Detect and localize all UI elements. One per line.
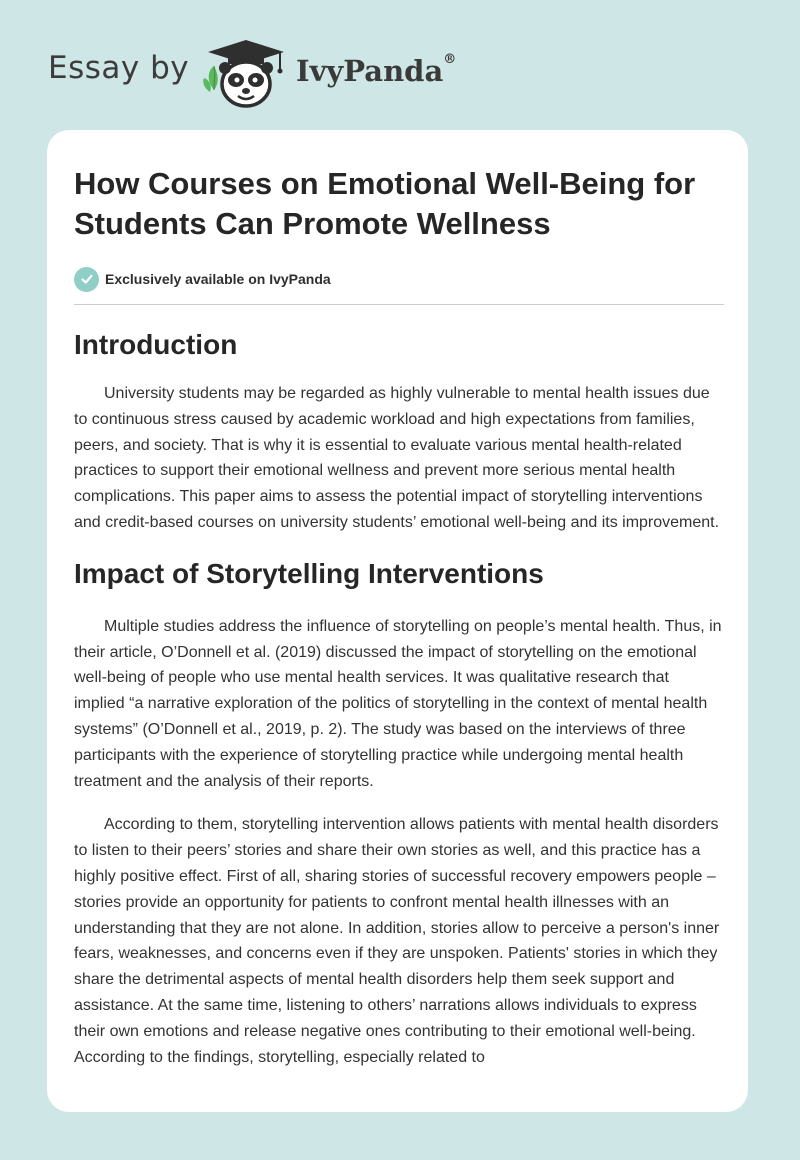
brand-name[interactable] [296,54,456,88]
essay-by-label: Essay by [48,50,190,86]
brand-text: IvyPanda [296,54,444,88]
essay-card [47,130,748,1112]
check-circle-icon [74,267,99,292]
section-heading-storytelling: Impact of Storytelling Interventions [74,557,544,589]
section-heading-introduction: Introduction [74,329,238,360]
exclusive-label: Exclusively available on IvyPanda [105,271,331,287]
essay-content [74,164,724,1070]
essay-title: How Courses on Emotional Well-Being for Students Can Promote Wellness [74,166,696,241]
paragraph: Multiple studies address the influence of storytelling on people’s mental health. Thus, in their article, O’Donnell et al. (2019) discussed the impact of storytelling on the emotional well-being of people who use mental health services. It was qualitative research that implied “a narrative exploration of the politics of storytelling in the context of mental health systems” (O’Donnell et al., 2019, p. 2). The study was based on the interviews of three participants with the experience of storytelling practice while undergoing mental health treatment and the analysis of their reports. [74,617,722,790]
paragraph: According to them, storytelling intervention allows patients with mental health disorders to listen to their peers’ stories and share their own stories as well, and this practice has a highly positive effect. First of all, sharing stories of successful recovery empowers people – stories provide an opportunity for patients to confront mental health illnesses with an understanding that they are not alone. In addition, stories allow to perceive a person's inner fears, weaknesses, and concerns even if they are unspoken. Patients' stories in which they share the detrimental aspects of mental health disorders help them seek support and assistance. At the same time, listening to others’ narrations allows individuals to express their own emotions and release negative ones contributing to their emotional well-being. According to the findings, storytelling, especially related to [74,816,720,1066]
divider [74,304,724,305]
exclusive-badge [74,266,724,292]
panda-logo-icon[interactable] [200,36,292,110]
paragraph: University students may be regarded as highly vulnerable to mental health issues due to continuous stress caused by academic workload and high expectations from families, peers, and society. That is why it is essential to evaluate various mental health-related practices to support their emotional wellness and prevent more serious mental health complications. This paper aims to assess the potential impact of storytelling interventions and credit-based courses on university students’ emotional well-being and its improvement. [74,385,720,531]
site-header [0,0,800,128]
registered-mark: ® [443,52,457,67]
